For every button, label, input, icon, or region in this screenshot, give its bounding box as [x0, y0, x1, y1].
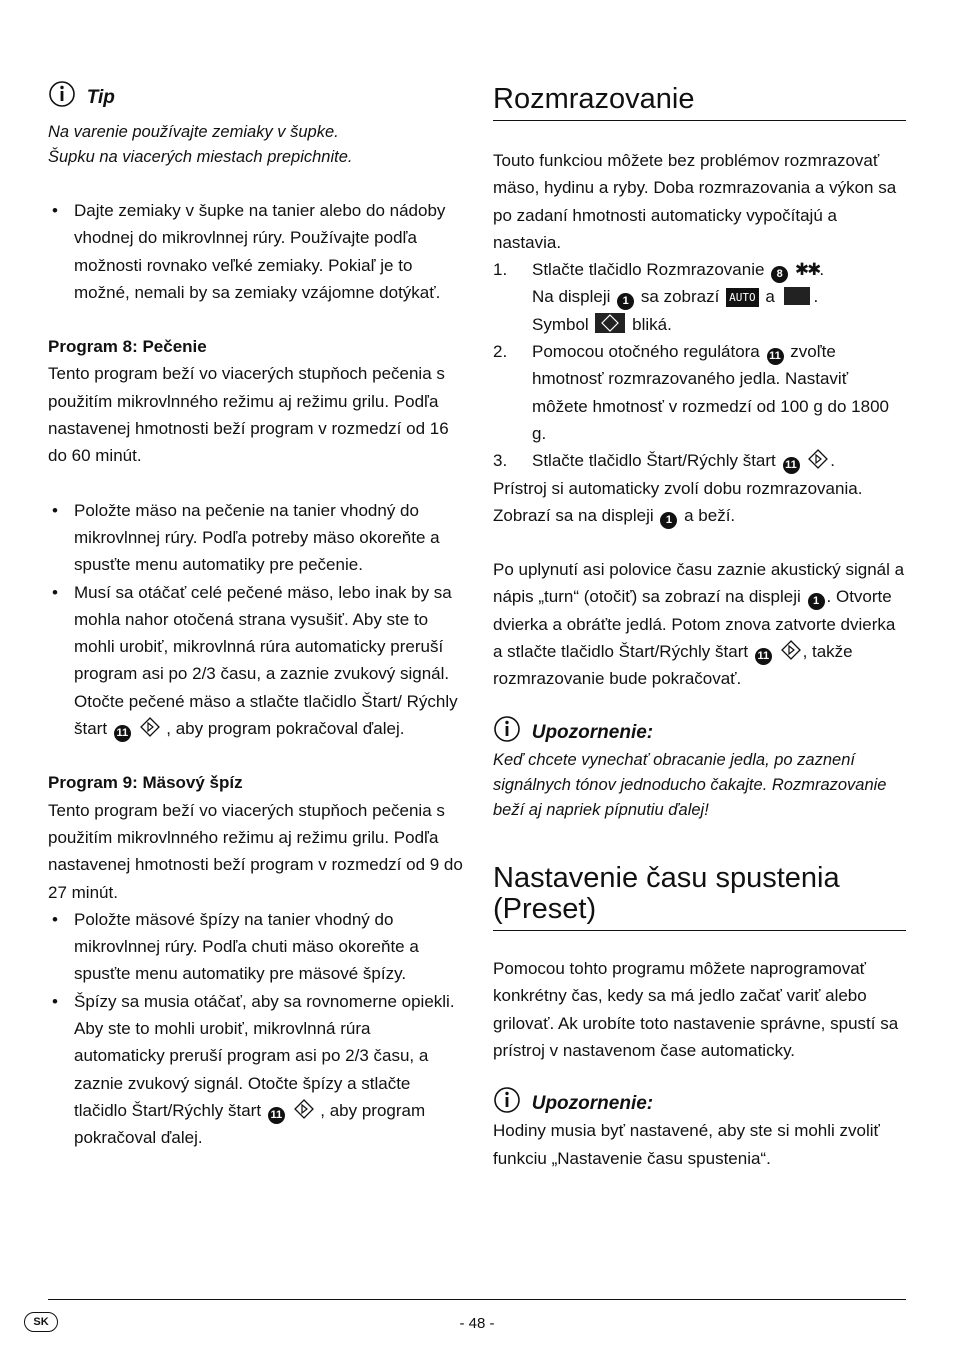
note-title: Upozornenie: — [531, 721, 654, 743]
tip-line-1: Na varenie používajte zemiaky v šupke. — [48, 123, 339, 141]
list-item: • Položte mäsové špízy na tanier vhodný do mikrovlnnej rúry. Podľa chuti mäso okoreňte a spusťte menu automatiky pre mäsové špízy. — [48, 906, 463, 988]
program9-list — [48, 906, 463, 1152]
defrost-steps — [493, 256, 906, 474]
program9-text: Tento program beží vo viacerých stupňoch pečenia s použitím mikrovlnného režimu aj režimu grilu. Podľa nastavenej hmotnosti beží program v rozmedzí od 9 do 27 minút. — [48, 800, 463, 902]
ref-badge-1: 1 — [617, 293, 634, 310]
defrost-intro: Touto funkciou môžete bez problémov rozmrazovať mäso, hydinu a ryby. Doba rozmrazovania a výkon sa po zadaní hmotnosti automaticky vypočítajú a nastavia. — [493, 151, 897, 252]
start-diamond-icon — [781, 640, 801, 660]
note-text: Hodiny musia byť nastavené, aby ste si mohli zvoliť funkciu „Nastavenie času spustenia“. — [493, 1121, 880, 1168]
list-item: • Dajte zemiaky v šupke na tanier alebo do nádoby vhodnej do mikrovlnnej rúry. Používajte podľa možnosti rovnako veľké zemiaky. Pokiaľ je to možné, nemali by sa zemiaky vzájomne dotýkať. — [48, 197, 463, 306]
potato-list — [48, 197, 463, 306]
step-number: 3. — [493, 451, 508, 471]
step-text: Symbol — [532, 314, 589, 334]
step-item: 3. Stlačte tlačidlo Štart/Rýchly štart 11 . — [493, 447, 906, 474]
step-number: 2. — [493, 342, 508, 362]
program8-list — [48, 497, 463, 743]
page-number: - 48 - — [459, 1315, 495, 1332]
defrost-after-steps — [493, 475, 906, 530]
step-text: Pomocou otočného regulátora — [532, 342, 760, 362]
defrost-display-icon — [784, 287, 810, 305]
step-text: Stlačte tlačidlo Štart/Rýchly štart — [532, 451, 776, 471]
ref-badge-1: 1 — [808, 593, 825, 610]
start-diamond-icon — [808, 449, 828, 469]
ref-badge-1: 1 — [660, 512, 677, 529]
list-item — [48, 579, 463, 743]
ref-badge-11: 11 — [268, 1107, 285, 1124]
paragraph-text: Prístroj si automaticky zvolí dobu rozmrazovania. Zobrazí sa na displeji — [493, 478, 863, 525]
list-item: • Položte mäso na pečenie na tanier vhodný do mikrovlnnej rúry. Podľa potreby mäso okoreňte a spusťte menu automatiky pre pečenie. — [48, 497, 463, 579]
left-column — [48, 80, 463, 1152]
auto-display-icon: AUTO — [726, 288, 759, 307]
ref-badge-11: 11 — [783, 457, 800, 474]
defrost-snowflake-icon: ✱✱ — [794, 260, 820, 280]
ref-badge-11: 11 — [114, 725, 131, 742]
list-item-text: Musí sa otáčať celé pečené mäso, lebo inak by sa mohla nahor otočená strana vysušiť. Aby ste to mohli urobiť, mikrovlnná rúra automaticky preruší program asi po 2/3 času, a zaznie zvukový signál. — [74, 582, 452, 684]
defrost-para2 — [493, 556, 906, 692]
defrost-heading: Rozmrazovanie — [493, 80, 906, 121]
program9-heading: Program 9: Mäsový špíz — [48, 773, 243, 793]
list-item-text: , aby program pokračoval ďalej. — [74, 1100, 426, 1148]
paragraph-text: , takže rozmrazovanie bude pokračovať. — [493, 642, 853, 689]
paragraph-text: . Otvorte dvierka a obráťte jedlá. Potom znova zatvorte dvierka a stlačte tlačidlo Štart/Rýchly štart — [493, 587, 896, 662]
preset-text: Pomocou tohto programu môžete naprogramovať konkrétny čas, kedy sa má jedlo začať variť alebo grilovať. Ak urobíte toto nastavenie správne, spustí sa prístroj v nastavenom čase automaticky. — [493, 958, 899, 1060]
list-item-text: , aby program pokračoval ďalej. — [166, 719, 405, 739]
info-icon — [493, 1086, 521, 1114]
ref-badge-11: 11 — [767, 348, 784, 365]
list-item-text: Špízy sa musia otáčať, aby sa rovnomerne opiekli. Aby ste to mohli urobiť, mikrovlnná rúra automaticky preruší program asi po 2/3 času, a zaznie zvukový signál. Otočte špízy a stlačte tlačidlo Štart/Rýchly štart — [74, 991, 455, 1120]
note-text: Keď chcete vynechať obracanie jedla, po zaznení signálnych tónov jednoducho čakajte. Rozmrazovanie beží aj napriek pípnutiu ďalej! — [493, 750, 887, 819]
step-item: 1. Stlačte tlačidlo Rozmrazovanie 8 ✱✱. Na displeji 1 sa zobrazí AUTO a . Symbol bliká. — [493, 256, 906, 338]
step-number: 1. — [493, 260, 508, 280]
step-text: bliká. — [632, 314, 672, 334]
footer-divider — [48, 1299, 906, 1300]
step-text: a — [765, 287, 775, 307]
preset-note — [493, 1086, 906, 1172]
language-badge: SK — [24, 1312, 58, 1332]
info-icon — [48, 80, 76, 108]
step-text: Na displeji — [532, 287, 611, 307]
defrost-note — [493, 715, 906, 823]
right-column — [493, 80, 906, 1172]
start-symbol-display-icon — [595, 313, 625, 333]
step-text: Stlačte tlačidlo Rozmrazovanie — [532, 260, 765, 280]
info-icon — [493, 715, 521, 743]
list-item-text: Otočte pečené mäso a stlačte tlačidlo Štart/ Rýchly štart — [74, 691, 458, 739]
start-diamond-icon — [294, 1099, 314, 1119]
start-diamond-icon — [140, 717, 160, 737]
program8-heading: Program 8: Pečenie — [48, 337, 207, 357]
preset-heading: Nastavenie času spustenia (Preset) — [493, 863, 906, 931]
list-item — [48, 988, 463, 1152]
step-text: sa zobrazí — [640, 287, 720, 307]
ref-badge-11: 11 — [755, 648, 772, 665]
paragraph-text: a beží. — [684, 505, 736, 525]
ref-badge-8: 8 — [771, 266, 788, 283]
tip-box — [48, 80, 463, 170]
tip-line-2: Šupku na viacerých miestach prepichnite. — [48, 148, 353, 166]
program8-text: Tento program beží vo viacerých stupňoch pečenia s použitím mikrovlnného režimu aj režimu grilu. Podľa nastavenej hmotnosti beží program v rozmedzí od 16 do 60 minút. — [48, 364, 449, 466]
paragraph-text: Po uplynutí asi polovice času zaznie akustický signál a nápis „turn“ (otočiť) sa zobrazí na displeji — [493, 560, 905, 607]
step-text: zvoľte hmotnosť rozmrazovaného jedla. Nastaviť môžete hmotnosť v rozmedzí od 100 g do 1800 g. — [532, 342, 889, 443]
note-title: Upozornenie: — [531, 1093, 654, 1115]
step-item — [493, 338, 906, 447]
tip-title: Tip — [86, 87, 115, 108]
